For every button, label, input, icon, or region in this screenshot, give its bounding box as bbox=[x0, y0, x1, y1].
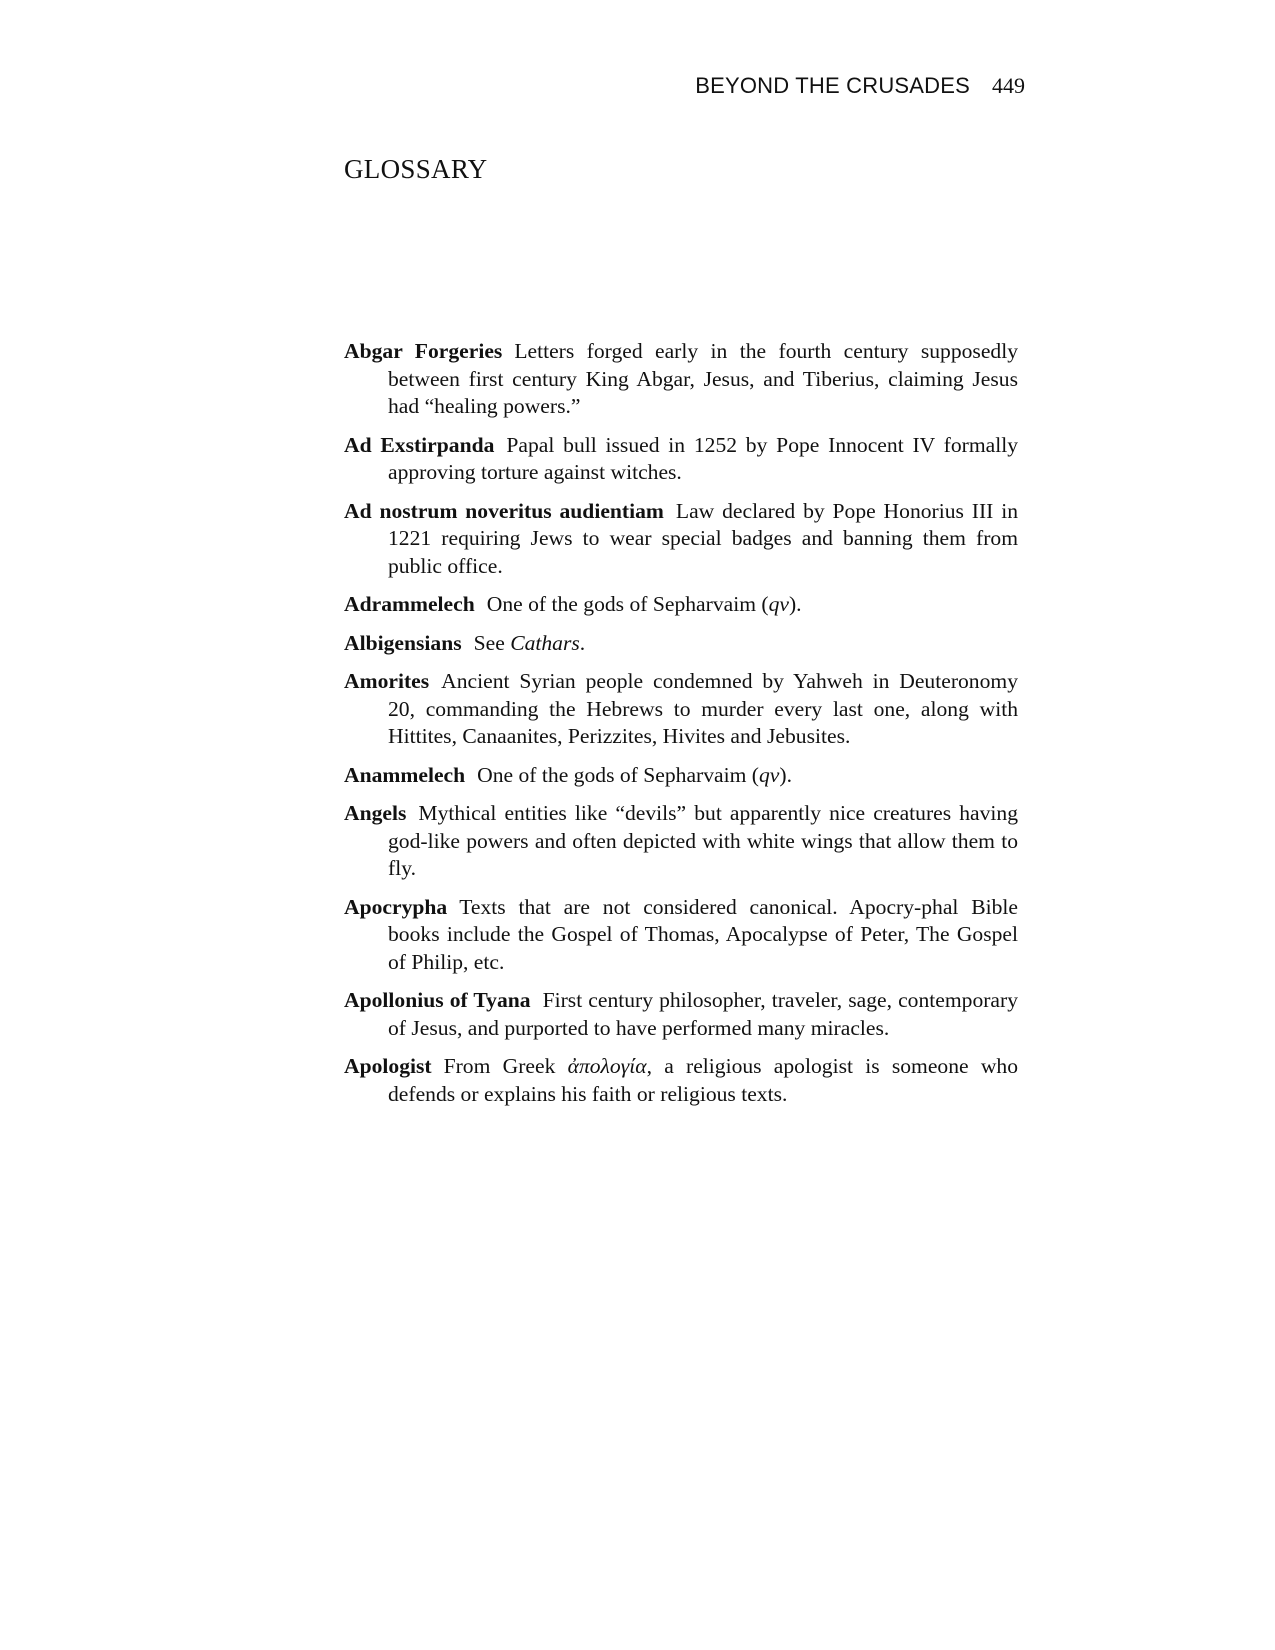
glossary-term: Abgar Forgeries bbox=[344, 339, 503, 363]
glossary-entry bbox=[344, 498, 1018, 581]
page-number: 449 bbox=[992, 73, 1025, 98]
page-title: GLOSSARY bbox=[344, 154, 488, 184]
glossary-entry bbox=[344, 668, 1018, 751]
glossary-entry bbox=[344, 894, 1018, 977]
glossary-term: Anammelech bbox=[344, 762, 466, 787]
glossary-term: Ad Exstirpanda bbox=[344, 432, 495, 457]
glossary-term: Angels bbox=[344, 801, 407, 825]
glossary-definition: Papal bull issued in 1252 by Pope Innocent IV formally approving torture against witches. bbox=[388, 432, 1018, 484]
glossary-list bbox=[344, 338, 1018, 1119]
glossary-entry bbox=[344, 432, 1018, 487]
glossary-term: Apocrypha bbox=[344, 894, 448, 919]
glossary-definition: From Greek bbox=[443, 1054, 568, 1078]
glossary-entry bbox=[344, 338, 1018, 421]
glossary-definition-italic: ἀπολογία bbox=[567, 1054, 647, 1078]
glossary-term: Ad nostrum noveritus audientiam bbox=[344, 498, 664, 523]
glossary-definition-end: . bbox=[579, 630, 586, 655]
glossary-definition: One of the gods of Sepharvaim ( bbox=[486, 592, 769, 616]
glossary-entry bbox=[344, 1053, 1018, 1108]
glossary-definition-end: , a religious apologist is someone who defends or explains his faith or religious texts. bbox=[388, 1054, 1019, 1106]
running-head bbox=[560, 72, 1025, 100]
glossary-definition: Texts that are not considered canonical. Apocry-phal Bible books include the Gospel of Thomas, Apocalypse of Peter, The Gospel of Philip, etc. bbox=[388, 894, 1018, 974]
glossary-definition-end: ). bbox=[788, 592, 802, 616]
glossary-definition: One of the gods of Sepharvaim ( bbox=[477, 762, 759, 787]
glossary-term: Adrammelech bbox=[344, 592, 475, 616]
glossary-term: Apologist bbox=[344, 1054, 432, 1078]
glossary-term: Apollonius of Tyana bbox=[344, 988, 531, 1012]
glossary-definition-italic: qv bbox=[768, 592, 789, 616]
glossary-definition: First century philosopher, traveler, sage, contemporary of Jesus, and purported to have performed many miracles. bbox=[388, 988, 1019, 1040]
glossary-definition-italic: qv bbox=[759, 762, 780, 787]
glossary-definition: Mythical entities like “devils” but apparently nice creatures having god-like powers and often depicted with white wings that allow them to fly. bbox=[388, 801, 1018, 880]
glossary-entry bbox=[344, 987, 1018, 1042]
glossary-term: Amorites bbox=[344, 669, 430, 693]
glossary-entry bbox=[344, 762, 1018, 790]
glossary-definition-italic: Cathars bbox=[510, 630, 580, 655]
running-head-title: BEYOND THE CRUSADES bbox=[695, 73, 970, 98]
glossary-entry bbox=[344, 630, 1018, 658]
glossary-entry bbox=[344, 591, 1018, 619]
glossary-definition: Law declared by Pope Honorius III in 1221 requiring Jews to wear special badges and banning them from public office. bbox=[388, 498, 1018, 578]
glossary-definition: See bbox=[473, 630, 511, 655]
glossary-definition: Ancient Syrian people condemned by Yahweh in Deuteronomy 20, commanding the Hebrews to murder every last one, along with Hittites, Canaanites, Perizzites, Hivites and Jebusites. bbox=[388, 669, 1018, 748]
glossary-definition-end: ). bbox=[779, 762, 792, 787]
glossary-definition: Letters forged early in the fourth century supposedly between first century King Abgar, Jesus, and Tiberius, claiming Jesus had “healing powers.” bbox=[388, 339, 1018, 418]
glossary-entry bbox=[344, 800, 1018, 883]
glossary-term: Albigensians bbox=[344, 630, 462, 655]
